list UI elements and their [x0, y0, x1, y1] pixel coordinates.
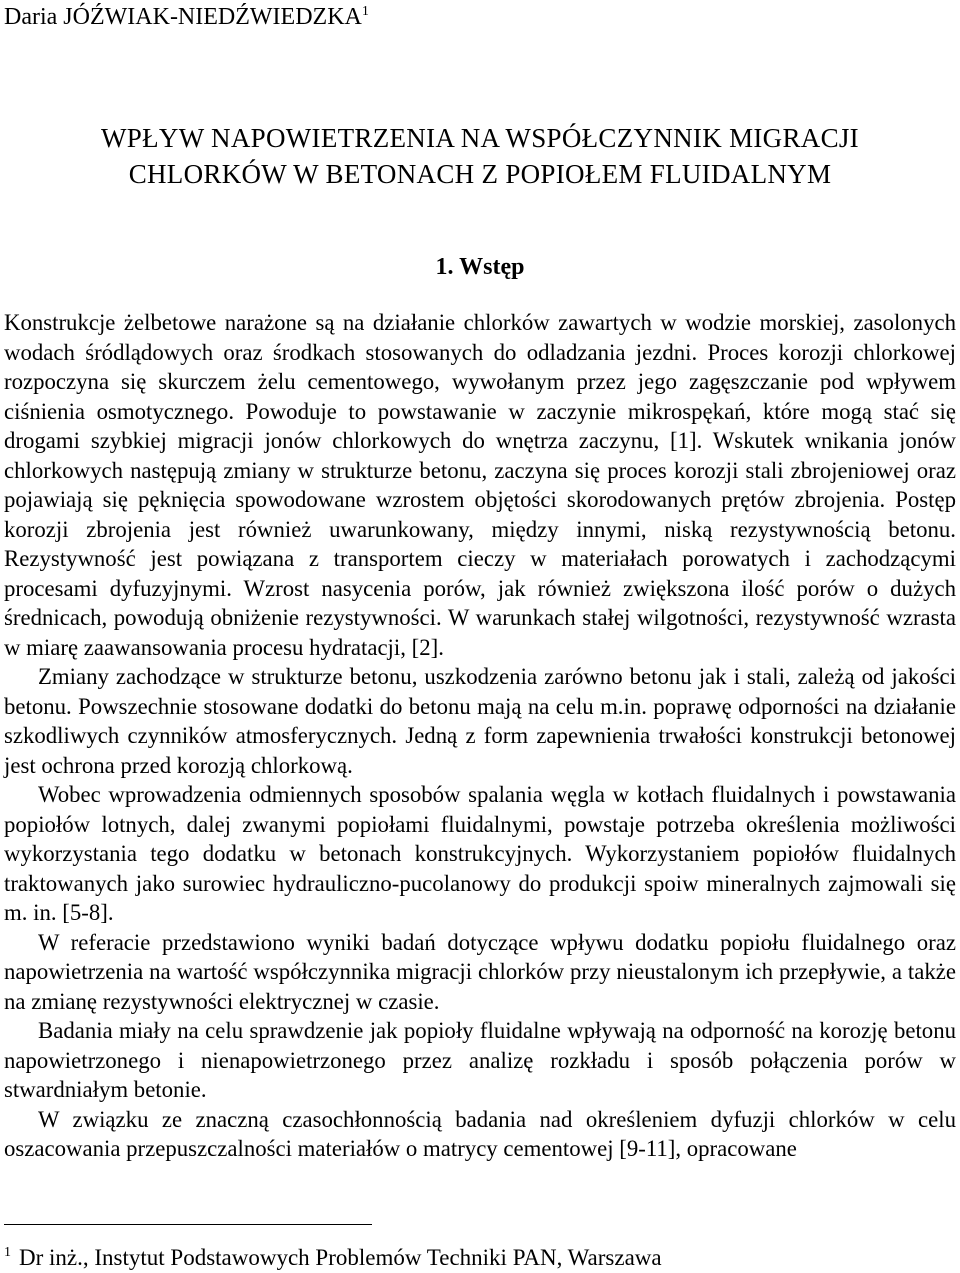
footnote-separator: [4, 1224, 372, 1225]
paragraph: Badania miały na celu sprawdzenie jak popioły fluidalne wpływają na odporność na korozję betonu napowietrzonego i nienapowietrzonego przez analizę rozkładu i sposób połączenia porów w stwardniałym betonie.: [4, 1018, 956, 1102]
author-name: Daria JÓŹWIAK-NIEDŹWIEDZKA: [4, 4, 362, 30]
paragraph: W referacie przedstawiono wyniki badań dotyczące wpływu dodatku popiołu fluidalnego oraz napowietrzenia na wartość współczynnika migracji chlorków przy nieustalonym ich przepływie, a także na zmianę rezystywności elektrycznej w czasie.: [4, 929, 956, 1014]
section-heading: 1. Wstęp: [435, 254, 525, 280]
paper-title: [0, 120, 960, 192]
footnote-mark: 1: [4, 1245, 11, 1260]
paper-title-line-2: CHLORKÓW W BETONACH Z POPIOŁEM FLUIDALNYM: [128, 159, 832, 189]
paragraph: W związku ze znaczną czasochłonnością badania nad określeniem dyfuzji chlorków w celu oszacowania przepuszczalności materiałów o matrycy cementowej [9-11], opracowane: [4, 1106, 956, 1161]
paper-title-line-1: WPŁYW NAPOWIETRZENIA NA WSPÓŁCZYNNIK MIGRACJI: [101, 123, 859, 153]
paragraph: Zmiany zachodzące w strukturze betonu, uszkodzenia zarówno betonu jak i stali, zależą od jakości betonu. Powszechnie stosowane dodatki do betonu mają na celu m.in. poprawę odporności na działanie szkodliwych czynników atmosferycznych. Jedną z form zapewnienia trwałości konstrukcji betonowej jest ochrona przed korozją chlorkową.: [4, 664, 956, 778]
author-line: [4, 2, 369, 32]
body-text: [4, 308, 956, 1164]
footnote-text: Dr inż., Instytut Podstawowych Problemów Techniki PAN, Warszawa: [19, 1245, 662, 1270]
paragraph: Wobec wprowadzenia odmiennych sposobów spalania węgla w kotłach fluidalnych i powstawania popiołów lotnych, dalej zwanymi popiołami fluidalnymi, powstaje potrzeba określenia możliwości wykorzystania tego dodatku w betonach konstrukcyjnych. Wykorzystaniem popiołów fluidalnych traktowanych jako surowiec hydrauliczno-pucolanowy do produkcji spoiw mineralnych zajmowali się m. in. [5-8].: [4, 782, 956, 925]
footnote: [4, 1244, 662, 1272]
author-footnote-mark: 1: [361, 4, 369, 19]
paragraph: Konstrukcje żelbetowe narażone są na działanie chlorków zawartych w wodzie morskiej, zasolonych wodach śródlądowych oraz środkach stosowanych do odladzania jezdni. Proces korozji chlorkowej rozpoczyna się skurczem żelu cementowego, wywołanym przez jego zagęszczanie pod wpływem ciśnienia osmotycznego. Powoduje to powstawanie w zaczynie mikrospękań, które mogą stać się drogami szybkiej migracji jonów chlorkowych do wnętrza zaczynu, [1]. Wskutek wnikania jonów chlorkowych następują zmiany w strukturze betonu, zaczyna się proces korozji stali zbrojeniowej oraz pojawiają się pęknięcia spowodowane wzrostem objętości skorodowanych prętów zbrojenia. Postęp korozji zbrojenia jest również uwarunkowany, między innymi, niską rezystywnością betonu. Rezystywność jest powiązana z transportem cieczy w materiałach porowatych i zachodzącymi procesami dyfuzyjnymi. Wzrost nasycenia porów, jak również zwiększona ilość porów o dużych średnicach, powodują obniżenie rezystywności. W warunkach stałej wilgotności, rezystywność wzrasta w miarę zaawansowania procesu hydratacji, [2].: [4, 310, 956, 660]
